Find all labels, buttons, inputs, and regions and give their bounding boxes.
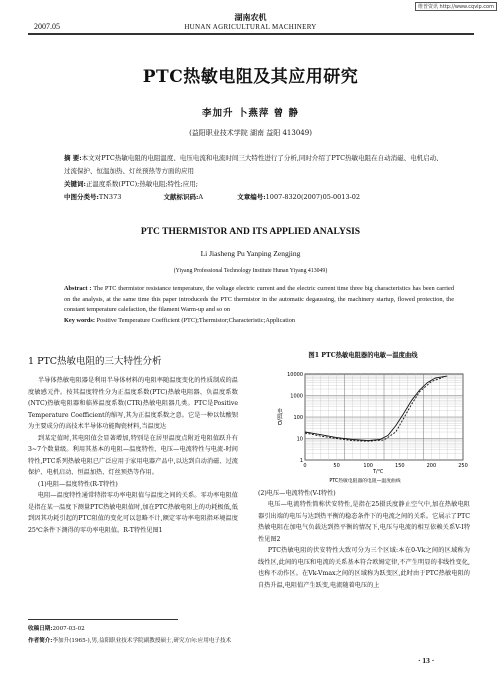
abstract-text: 本文对PTC热敏电阻的电阻温度、电压电流和电流时间三大特性进行了分析,同时介绍了PTC热敏电阻在自动消磁、电机启动、过流保护、恒温加热、灯丝预热等方面的应用 [64, 154, 443, 175]
x-tick-label: 150 [395, 463, 405, 469]
figure-subcaption: PTC热敏电阻器的电阻—温度曲线 [329, 479, 401, 484]
paragraph: PTC热敏电阻的伏安特性大致可分为三个区域:本在0-Vk之间的区域称为线性区,此间的电压和电流的关系基本符合欧姆定律,不产生明显的非线性变化,也称不动作区。在Vk-Vmax之间的区域称为跃变区,此时由于PTC热敏电阻的自热升温,电阻值产生跃变,电流随着电压的上 [258, 547, 470, 589]
journal-name: 湖南农机 [234, 12, 267, 22]
left-column [28, 375, 238, 536]
right-column [258, 499, 470, 591]
paragraph: 半导体热敏电阻器是利用半导体材料的电阻率随温度变化的性质制成的温度敏感元件。按其温度特性分为正温度系数(PTC)热敏电阻器、负温度系数(NTC)热敏电阻器和临界温度系数(CTR)热敏电阻器几类。PTC是Positive Temperature Coefficient的缩写,其为正温度系数之意。它是一种以钛酸钡为主要成分的高技术半导体功能陶瓷材料,当温度达 [28, 377, 238, 430]
article-number-label: 文章编号: [237, 193, 266, 201]
x-axis-label: T/℃ [373, 469, 384, 475]
issue-number: 2007.05 [34, 22, 60, 31]
x-tick-label: 50 [333, 463, 340, 469]
doc-code-label: 文献标识码: [163, 193, 199, 201]
x-tick-labels [303, 463, 467, 469]
abstract-label: 摘 要: [64, 154, 82, 162]
paragraph: 到某定值时,其电阻值会显著增加,特别是在居里温度点附近电阻值跃升有3~7个数量级。利用其基本的电阻—温度特性、电压—电流特性与电流-时间特性,PTC系列热敏电阻已广泛应用于家用电器产品中,以达到自动消磁、过流保护、电机启动、恒温加热、灯丝预热等作用。 [28, 434, 238, 476]
authors-cn: 李加升 卜燕萍 曾 静 [202, 108, 299, 119]
abstract-en [64, 284, 454, 326]
y-tick-label: 100 [293, 415, 303, 421]
affiliation-en: (Yiyang Professional Technology Institute Hunan Yiyang 413049) [173, 268, 328, 274]
keywords-en-label: Key words: [64, 316, 95, 324]
y-tick-label: 1 [299, 458, 303, 464]
keywords-text: 正温度系数(PTC);热敏电阻;特性;应用; [85, 180, 198, 188]
page-number: · 13 · [418, 656, 435, 665]
clc-value: TN373 [98, 193, 122, 201]
keywords-en-text: Positive Temperature Coefficient (PTC);Thermistor;Characteristic;Application [96, 316, 296, 324]
y-tick-labels [287, 372, 303, 464]
english-title: PTC THERMISTOR AND ITS APPLIED ANALYSIS [140, 227, 361, 237]
affiliation-cn: (益阳职业技术学院 湖南 益阳 413049) [189, 129, 312, 137]
watermark-stamp: 维普资讯 http://www.cqvip.com [415, 2, 497, 11]
header-rule [28, 33, 474, 35]
received-date: 2007-03-02 [52, 626, 85, 632]
footnotes [28, 623, 231, 647]
article-number-value: 1007-8320(2007)05-0013-02 [265, 193, 361, 201]
doc-code-value: A [198, 193, 204, 201]
author-bio: 李加升(1965-),男,益阳职业技术学院副教授硕士,研究方向:应用电子技术 [52, 638, 232, 644]
y-axis-label: 电阻/Ω [276, 408, 282, 426]
section-heading: 1 PTC热敏电阻的三大特性分析 [28, 356, 162, 367]
abstract-cn [64, 152, 449, 204]
paragraph: 电阻—温度特性通常特指零功率电阻值与温度之间的关系。零功率电阻值是指在某一温度下测量PTC热敏电阻值时,加在PTC热敏电阻上的功耗极低,低到因其功耗引起的PTC阻值的变化可以忽略不计,额定零功率电阻指环境温度25℃条件下测得的零功率电阻值。R-T特性见图1 [28, 492, 238, 534]
figure-caption: 图1 PTC热敏电阻器的电敏—温度曲线 [308, 352, 418, 359]
received-label: 收稿日期: [28, 626, 53, 632]
y-tick-label: 10000 [287, 372, 303, 378]
authors-en: Li Jiasheng Pu Yanping Zengjing [200, 249, 301, 258]
x-tick-label: 100 [363, 463, 373, 469]
y-tick-label: 10 [296, 436, 303, 443]
abstract-en-text: The PTC thermistor resistance temperature, the voltage electric current and the electric current time three big characteristics has been carried on the analysis, at the same time this paper introduceds the PTC thermistor in the automatic degaussing, the machinery startup, flowed protection, the constant temperature calefaction, the filament Warm-up and so on [64, 285, 454, 313]
y-tick-label: 1000 [290, 393, 303, 400]
clc-label: 中图分类号: [64, 193, 99, 201]
right-column-heading: (2)电压—电流特性(V-I特性) [258, 490, 336, 497]
x-tick-label: 250 [458, 463, 468, 469]
x-tick-label: 200 [426, 463, 437, 469]
author-bio-label: 作者简介: [28, 638, 53, 644]
chart-grid [305, 374, 463, 460]
paragraph-subheading: (1)电阻—温度特性(R-T特性) [37, 480, 118, 488]
journal-english-name: HUNAN AGRICULTURAL MACHINERY [184, 23, 317, 31]
paragraph: 电压—电流特性简称伏安特性,是指在25摄氏度静止空气中,加在热敏电阻器引出端的电压与达到热平衡的稳态条件下的电流之间的关系。它展示了PTC热敏电阻在加电气负载达到热平衡的情况下,电压与电流的相互依赖关系V-I特性见图2 [258, 501, 470, 543]
footnote-rule [28, 619, 178, 620]
x-tick-label: 0 [303, 463, 307, 469]
keywords-label: 关键词: [64, 180, 86, 188]
abstract-en-label: Abstract : [64, 285, 92, 292]
article-title: PTC热敏电阻及其应用研究 [142, 67, 359, 87]
rt-curve-chart [265, 368, 470, 486]
